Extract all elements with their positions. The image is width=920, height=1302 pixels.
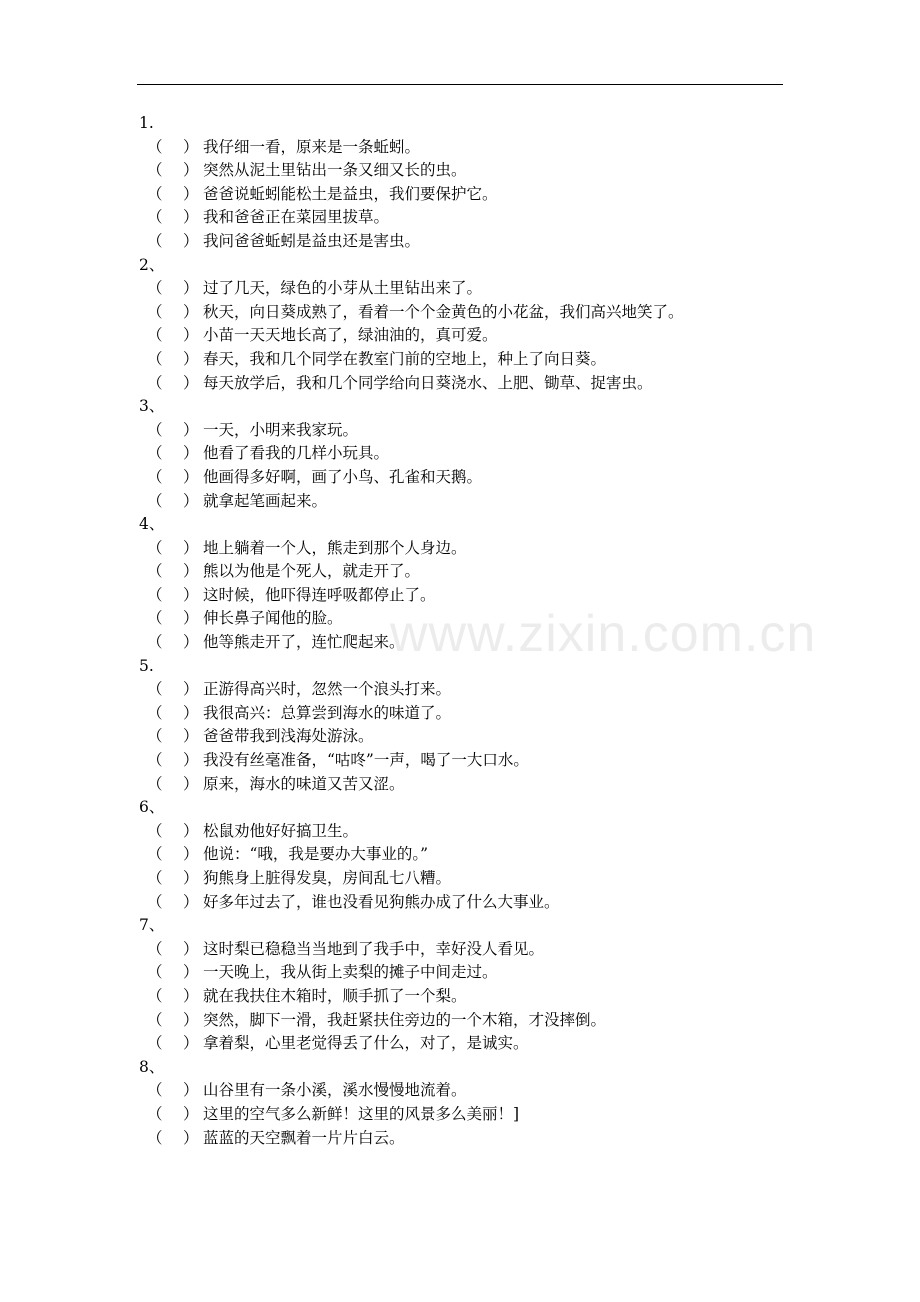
sentence-text: 好多年过去了，谁也没看见狗熊办成了什么大事业。 — [203, 892, 560, 911]
answer-blank-open[interactable]: （ — [147, 703, 163, 722]
sentence-text: 他画得多好啊，画了小鸟、孔雀和天鹅。 — [203, 467, 483, 486]
sentence-item — [137, 773, 817, 797]
sentence-text: 他说：“哦，我是要办大事业的。” — [203, 845, 429, 864]
answer-blank-open[interactable]: （ — [147, 680, 163, 699]
sentence-item — [137, 961, 817, 985]
sentence-text: 我和爸爸正在菜园里拔草。 — [203, 208, 390, 227]
sentence-item — [137, 843, 817, 867]
answer-blank-close: ） — [183, 161, 199, 180]
sentence-text: 拿着梨，心里老觉得丢了什么，对了，是诚实。 — [203, 1034, 529, 1053]
sentence-item — [137, 230, 817, 254]
answer-blank-open[interactable]: （ — [147, 892, 163, 911]
answer-blank-open[interactable]: （ — [147, 869, 163, 887]
answer-blank-close: ） — [183, 184, 199, 203]
answer-blank-close: ） — [183, 231, 199, 250]
sentence-item — [137, 537, 817, 561]
answer-blank-close: ） — [183, 680, 199, 699]
sentence-text: 这时梨已稳稳当当地到了我手中，幸好没人看见。 — [203, 939, 545, 958]
sentence-item — [137, 183, 817, 207]
group-heading: 8、 — [139, 1057, 165, 1076]
answer-blank-open[interactable]: （ — [147, 420, 163, 439]
sentence-text: 他看了看我的几样小玩具。 — [203, 444, 390, 463]
sentence-text: 一天，小明来我家玩。 — [203, 420, 359, 439]
sentence-item — [137, 348, 817, 372]
sentence-item — [137, 985, 817, 1009]
answer-blank-close: ） — [183, 585, 199, 604]
sentence-item — [137, 725, 817, 749]
answer-blank-open[interactable]: （ — [147, 373, 163, 392]
sentence-item — [137, 702, 817, 726]
watermark: www.zixin.com.cn — [390, 605, 817, 663]
answer-blank-open[interactable]: （ — [147, 208, 163, 227]
sentence-text: 地上躺着一个人，熊走到那个人身边。 — [203, 538, 467, 557]
answer-blank-open[interactable]: （ — [147, 279, 163, 298]
sentence-text: 小苗一天天地长高了，绿油油的，真可爱。 — [203, 326, 498, 345]
answer-blank-open[interactable]: （ — [147, 751, 163, 770]
sentence-item — [137, 607, 817, 631]
answer-blank-close: ） — [183, 302, 199, 321]
answer-blank-open[interactable]: （ — [147, 963, 163, 982]
answer-blank-close: ） — [183, 727, 199, 746]
sentence-text: 正游得高兴时，忽然一个浪头打来。 — [203, 680, 452, 699]
sentence-text: 突然，脚下一滑，我赶紧扶住旁边的一个木箱，才没摔倒。 — [203, 1010, 607, 1029]
exercise-list — [137, 112, 817, 1150]
sentence-item — [137, 1103, 817, 1127]
answer-blank-open[interactable]: （ — [147, 1128, 163, 1147]
answer-blank-close: ） — [183, 444, 199, 463]
answer-blank-close: ） — [183, 609, 199, 628]
sentence-text: 山谷里有一条小溪，溪水慢慢地流着。 — [203, 1081, 467, 1100]
sentence-item — [137, 490, 817, 514]
group-heading: 2、 — [139, 255, 165, 274]
sentence-item — [137, 442, 817, 466]
answer-blank-open[interactable]: （ — [147, 137, 163, 156]
sentence-item — [137, 372, 817, 396]
sentence-text: 松鼠劝他好好搞卫生。 — [203, 821, 359, 840]
answer-blank-close: ） — [183, 963, 199, 982]
sentence-text: 就在我扶住木箱时，顺手抓了一个梨。 — [203, 986, 467, 1005]
answer-blank-close: ） — [183, 892, 199, 911]
sentence-item — [137, 584, 817, 608]
answer-blank-close: ） — [183, 1104, 199, 1123]
sentence-item — [137, 820, 817, 844]
sentence-item — [137, 938, 817, 962]
answer-blank-open[interactable]: （ — [147, 1034, 163, 1053]
answer-blank-close: ） — [183, 373, 199, 392]
answer-blank-open[interactable]: （ — [147, 444, 163, 463]
answer-blank-open[interactable]: （ — [147, 491, 163, 510]
sentence-text: 就拿起笔画起来。 — [203, 491, 328, 510]
group-heading: 6、 — [139, 798, 165, 817]
sentence-text: 爸爸带我到浅海处游泳。 — [203, 727, 374, 746]
answer-blank-close: ） — [183, 845, 199, 864]
answer-blank-open[interactable]: （ — [147, 821, 163, 840]
answer-blank-open[interactable]: （ — [147, 184, 163, 203]
sentence-text: 蓝蓝的天空飘着一片片白云。 — [203, 1128, 405, 1147]
sentence-text: 我没有丝毫准备，“咕咚”一声，喝了一大口水。 — [203, 751, 529, 770]
sentence-text: 每天放学后，我和几个同学给向日葵浇水、上肥、锄草、捉害虫。 — [203, 373, 653, 392]
sentence-text: 我仔细一看，原来是一条蚯蚓。 — [203, 137, 421, 156]
answer-blank-open[interactable]: （ — [147, 467, 163, 486]
sentence-text: 我问爸爸蚯蚓是益虫还是害虫。 — [203, 231, 421, 250]
sentence-text: 这里的空气多么新鲜！这里的风景多么美丽！] — [203, 1104, 520, 1123]
sentence-item — [137, 1127, 817, 1151]
sentence-text: 一天晚上，我从街上卖梨的摊子中间走过。 — [203, 963, 498, 982]
answer-blank-close: ） — [183, 821, 199, 840]
answer-blank-close: ） — [183, 869, 199, 887]
sentence-item — [137, 159, 817, 183]
answer-blank-close: ） — [183, 538, 199, 557]
answer-blank-close: ） — [183, 986, 199, 1005]
answer-blank-close: ） — [183, 1034, 199, 1053]
group-heading: 1. — [139, 114, 154, 132]
answer-blank-open[interactable]: （ — [147, 161, 163, 180]
sentence-text: 过了几天，绿色的小芽从土里钻出来了。 — [203, 279, 483, 298]
answer-blank-open[interactable]: （ — [147, 349, 163, 368]
answer-blank-close: ） — [183, 562, 199, 581]
sentence-text: 秋天，向日葵成熟了，看着一个个金黄色的小花盆，我们高兴地笑了。 — [203, 302, 684, 321]
sentence-text: 这时候，他吓得连呼吸都停止了。 — [203, 585, 436, 604]
answer-blank-open[interactable]: （ — [147, 1104, 163, 1123]
answer-blank-open[interactable]: （ — [147, 609, 163, 628]
answer-blank-open[interactable]: （ — [147, 845, 163, 864]
sentence-item — [137, 277, 817, 301]
answer-blank-open[interactable]: （ — [147, 939, 163, 958]
sentence-text: 爸爸说蚯蚓能松土是益虫，我们要保护它。 — [203, 184, 498, 203]
sentence-item — [137, 749, 817, 773]
sentence-item — [137, 301, 817, 325]
sentence-text: 突然从泥土里钻出一条又细又长的虫。 — [203, 161, 467, 180]
sentence-item — [137, 466, 817, 490]
answer-blank-close: ） — [183, 137, 199, 156]
answer-blank-close: ） — [183, 751, 199, 770]
sentence-item — [137, 1079, 817, 1103]
sentence-text: 我很高兴：总算尝到海水的味道了。 — [203, 703, 452, 722]
answer-blank-open[interactable]: （ — [147, 538, 163, 557]
sentence-item — [137, 1032, 817, 1056]
answer-blank-open[interactable]: （ — [147, 326, 163, 345]
group-heading: 3、 — [139, 397, 165, 416]
sentence-item — [137, 891, 817, 915]
sentence-item — [137, 419, 817, 443]
answer-blank-close: ） — [183, 703, 199, 722]
answer-blank-open[interactable]: （ — [147, 727, 163, 746]
answer-blank-open[interactable]: （ — [147, 562, 163, 581]
answer-blank-close: ） — [183, 1010, 199, 1029]
answer-blank-close: ） — [183, 939, 199, 958]
sentence-item — [137, 206, 817, 230]
group-heading: 4、 — [139, 515, 165, 534]
sentence-text: 他等熊走开了，连忙爬起来。 — [203, 633, 405, 652]
answer-blank-open[interactable]: （ — [147, 633, 163, 652]
answer-blank-open[interactable]: （ — [147, 986, 163, 1005]
group-heading: 5. — [139, 656, 154, 675]
group-heading: 7、 — [139, 916, 165, 935]
sentence-item — [137, 560, 817, 584]
answer-blank-close: ） — [183, 1128, 199, 1147]
answer-blank-open[interactable]: （ — [147, 774, 163, 793]
sentence-text: 原来，海水的味道又苦又涩。 — [203, 774, 405, 793]
answer-blank-close: ） — [183, 491, 199, 510]
sentence-item — [137, 678, 817, 702]
answer-blank-close: ） — [183, 420, 199, 439]
sentence-item — [137, 631, 817, 655]
answer-blank-open[interactable]: （ — [147, 302, 163, 321]
sentence-item — [137, 136, 817, 160]
sentence-item — [137, 867, 817, 891]
answer-blank-open[interactable]: （ — [147, 585, 163, 604]
answer-blank-close: ） — [183, 208, 199, 227]
answer-blank-open[interactable]: （ — [147, 231, 163, 250]
sentence-text: 狗熊身上脏得发臭，房间乱七八糟。 — [203, 869, 452, 887]
answer-blank-close: ） — [183, 279, 199, 298]
answer-blank-close: ） — [183, 349, 199, 368]
answer-blank-close: ） — [183, 326, 199, 345]
answer-blank-close: ） — [183, 633, 199, 652]
sentence-text: 春天，我和几个同学在教室门前的空地上，种上了向日葵。 — [203, 349, 607, 368]
answer-blank-open[interactable]: （ — [147, 1081, 163, 1100]
answer-blank-open[interactable]: （ — [147, 1010, 163, 1029]
sentence-text: 熊以为他是个死人，就走开了。 — [203, 562, 421, 581]
answer-blank-close: ） — [183, 467, 199, 486]
sentence-text: 伸长鼻子闻他的脸。 — [203, 609, 343, 628]
sentence-item — [137, 324, 817, 348]
top-divider — [137, 84, 783, 85]
answer-blank-close: ） — [183, 774, 199, 793]
answer-blank-close: ） — [183, 1081, 199, 1100]
sentence-item — [137, 1009, 817, 1033]
